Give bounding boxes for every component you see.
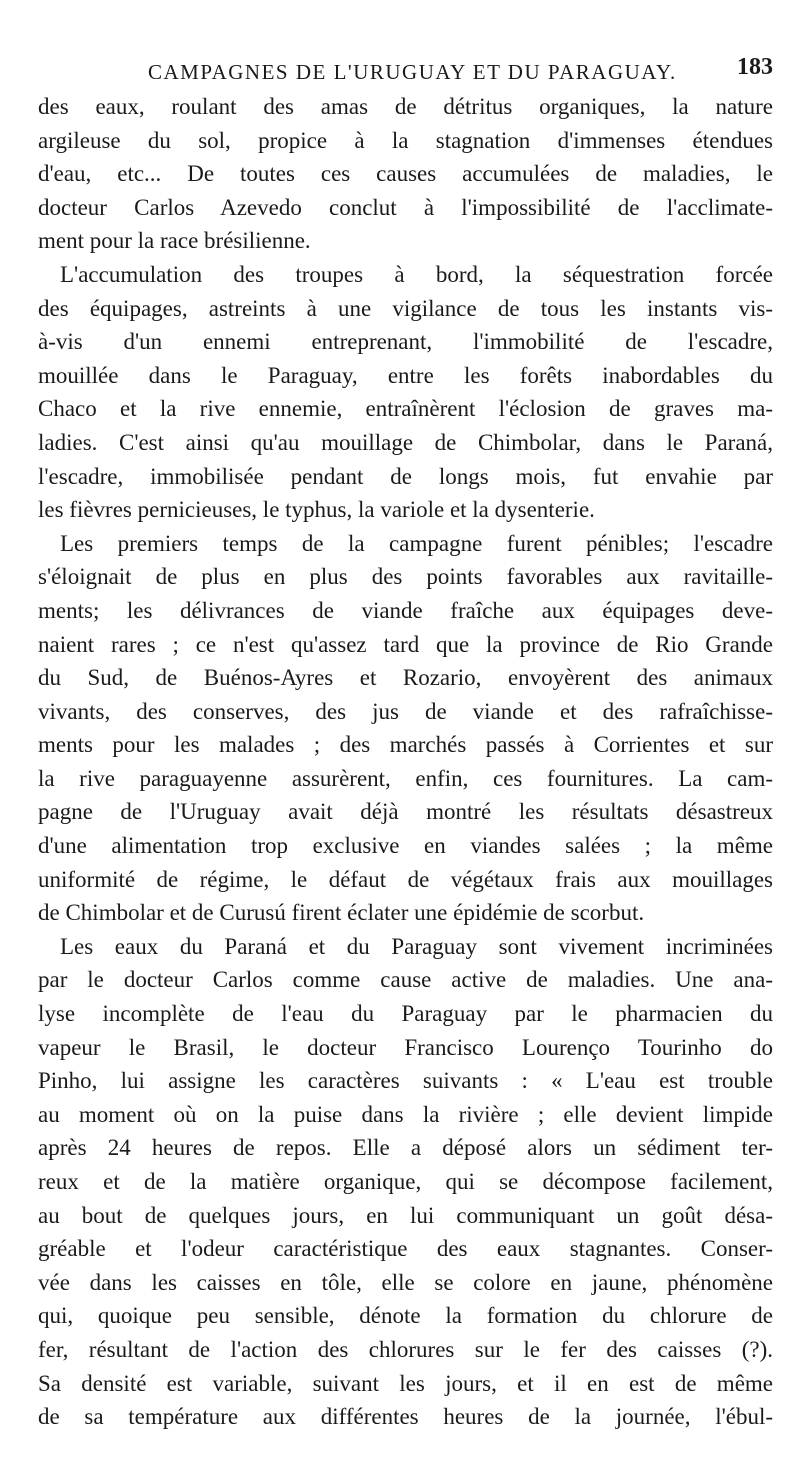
text-line: uniformité de régime, le défaut de végétaux frais aux mouillages (38, 866, 773, 892)
text-line: ments; les délivrances de viande fraîche aux équipages deve- (38, 597, 773, 623)
text-line: l'escadre, immobilisée pendant de longs mois, fut envahie par (38, 463, 773, 489)
text-line: les fièvres pernicieuses, le typhus, la variole et la dysenterie. (38, 497, 595, 523)
running-head (38, 52, 773, 92)
text-line: Chaco et la rive ennemie, entraînèrent l'éclosion de graves ma- (38, 396, 773, 422)
text-line: vapeur le Brasil, le docteur Francisco Lourenço Tourinho do (38, 1034, 773, 1060)
text-line: vée dans les caisses en tôle, elle se colore en jaune, phénomène (38, 1269, 773, 1295)
text-line: par le docteur Carlos comme cause active de maladies. Une ana- (38, 967, 773, 993)
text-line: du Sud, de Buénos-Ayres et Rozario, envoyèrent des animaux (38, 665, 773, 691)
text-line: Les eaux du Paraná et du Paraguay sont vivement incriminées (60, 933, 773, 959)
text-line: Les premiers temps de la campagne furent pénibles; l'escadre (60, 530, 773, 556)
text-line: lyse incomplète de l'eau du Paraguay par le pharmacien du (38, 1001, 773, 1027)
text-line: d'une alimentation trop exclusive en viandes salées ; la même (38, 833, 773, 859)
text-line: la rive paraguayenne assurèrent, enfin, ces fournitures. La cam- (38, 765, 773, 791)
text-line: vivants, des conserves, des jus de viande et des rafraîchisse- (38, 698, 773, 724)
body-text (38, 90, 773, 1434)
text-line: L'accumulation des troupes à bord, la séquestration forcée (60, 261, 773, 287)
text-line: mouillée dans le Paraguay, entre les forêts inabordables du (38, 362, 773, 388)
text-line: ments pour les malades ; des marchés passés à Corrientes et sur (38, 732, 773, 758)
text-line: argileuse du sol, propice à la stagnation d'immenses étendues (38, 127, 773, 153)
page-number: 183 (737, 54, 773, 80)
text-line: à-vis d'un ennemi entreprenant, l'immobilité de l'escadre, (38, 329, 773, 355)
running-title: CAMPAGNES DE L'URUGUAY ET DU PARAGUAY. (148, 60, 677, 84)
text-line: de sa température aux différentes heures de la journée, l'ébul- (38, 1404, 773, 1430)
text-line: après 24 heures de repos. Elle a déposé alors un sédiment ter- (38, 1135, 773, 1161)
text-line: ladies. C'est ainsi qu'au mouillage de Chimbolar, dans le Paraná, (38, 429, 773, 455)
text-line: s'éloignait de plus en plus des points favorables aux ravitaille- (38, 564, 773, 590)
text-line: de Chimbolar et de Curusú firent éclater une épidémie de scorbut. (38, 900, 645, 926)
text-line: gréable et l'odeur caractéristique des eaux stagnantes. Conser- (38, 1236, 773, 1262)
text-line: Sa densité est variable, suivant les jours, et il en est de même (38, 1370, 773, 1396)
text-line: d'eau, etc... De toutes ces causes accumulées de maladies, le (38, 161, 773, 187)
text-line: au bout de quelques jours, en lui communiquant un goût désa- (38, 1202, 773, 1228)
text-line: Pinho, lui assigne les caractères suivants : « L'eau est trouble (38, 1068, 773, 1094)
text-line: docteur Carlos Azevedo conclut à l'impossibilité de l'acclimate- (38, 194, 773, 220)
text-line: ment pour la race brésilienne. (38, 228, 311, 254)
text-line: fer, résultant de l'action des chlorures sur le fer des caisses (?). (38, 1336, 773, 1362)
text-line: naient rares ; ce n'est qu'assez tard que la province de Rio Grande (38, 631, 773, 657)
text-line: au moment où on la puise dans la rivière ; elle devient limpide (38, 1101, 773, 1127)
text-line: des équipages, astreints à une vigilance de tous les instants vis- (38, 295, 773, 321)
text-line: des eaux, roulant des amas de détritus organiques, la nature (38, 94, 773, 119)
text-line: reux et de la matière organique, qui se décompose facilement, (38, 1169, 773, 1194)
text-line: qui, quoique peu sensible, dénote la formation du chlorure de (38, 1303, 773, 1329)
text-line: pagne de l'Uruguay avait déjà montré les résultats désastreux (38, 799, 773, 825)
